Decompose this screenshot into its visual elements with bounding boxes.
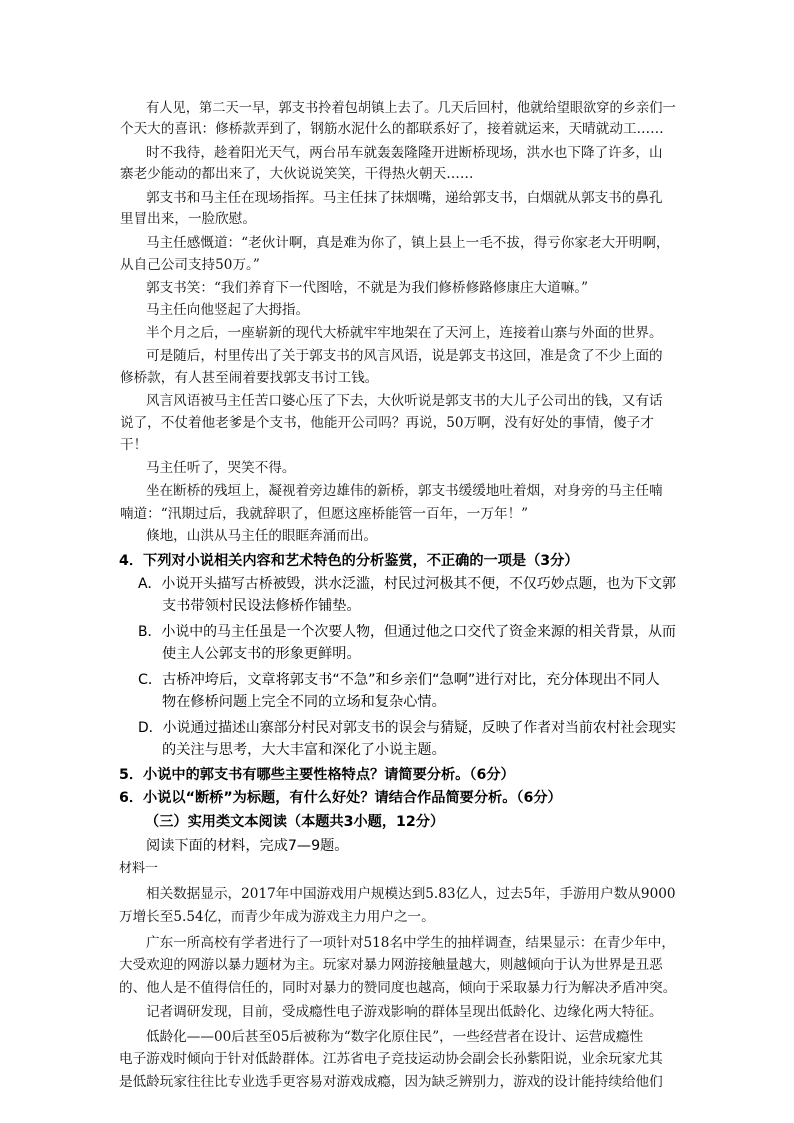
story-line: 有人见，第二天一早，郭支书拎着包胡镇上去了。几天后回村，他就给望眼欲穿的乡亲们一 [146,100,676,116]
option-d-line: D．小说通过描述山寨部分村民对郭支书的误会与猜疑，反映了作者对当前农村社会现实 [138,720,677,736]
option-b-line: 使主人公郭支书的形象更鲜明。 [162,646,361,662]
story-line: 倏地，山洪从马主任的眼眶奔涌而出。 [146,528,378,544]
option-a-line: A．小说开头描写古桥被毁，洪水泛滥，村民过河极其不便，不仅巧妙点题，也为下文郭 [138,576,676,592]
story-line: 马主任感慨道：“老伙计啊，真是难为你了，镇上县上一毛不拔，得亏你家老大开明啊， [146,235,670,251]
section-3-title: （三）实用类文本阅读（本题共3小题，12分） [145,814,445,830]
material-label: 材料一 [119,861,159,876]
option-c-line: 物在修桥问题上完全不同的立场和复杂心情。 [162,694,446,710]
section-3-instruction: 阅读下面的材料，完成7—9题。 [146,838,349,854]
option-a-line: 支书带领村民设法修桥作铺垫。 [162,598,361,614]
material-line: 是低龄玩家往往比专业选手更容易对游戏成瘾，因为缺乏辨别力，游戏的设计能持续给他们 [119,1074,663,1090]
story-line: 坐在断桥的残垣上，凝视着旁边雄伟的新桥，郭支书缓缓地吐着烟，对身旁的马主任喃 [146,483,663,499]
option-c-line: C．古桥冲垮后，文章将郭支书“不急”和乡亲们“急啊”进行对比，充分体现出不同人 [138,672,660,688]
question-6: 6．小说以“断桥”为标题，有什么好处？请结合作品简要分析。（6分） [119,790,562,806]
story-line: 马主任向他竖起了大拇指。 [146,302,310,318]
story-line: 里冒出来，一脸欣慰。 [120,211,256,227]
story-line: 喃道：“汛期过后，我就辞职了，但愿这座桥能管一百年，一万年！” [120,506,529,522]
material-line: 广东一所高校有学者进行了一项针对518名中学生的抽样调查，结果显示：在青少年中， [146,935,675,951]
story-line: 时不我待，趁着阳光天气，两台吊车就轰轰隆隆开进断桥现场，洪水也下降了许多，山 [146,145,663,161]
story-line: 个天大的喜讯：修桥款弄到了，钢筋水泥什么的都联系好了，接着就运来，天晴就动工…… [120,121,664,137]
material-line: 相关数据显示，2017年中国游戏用户规模达到5.83亿人，过去5年，手游用户数从9000 [146,886,676,902]
material-line: 大受欢迎的网游以暴力题材为主。玩家对暴力网游接触量越大，则越倾向于认为世界是丑恶 [119,957,663,973]
material-line: 记者调研发现，目前，受成瘾性电子游戏影响的群体呈现出低龄化、边缘化两大特征。 [146,1004,663,1020]
story-line: 寨老少能动的都出来了，大伙说说笑笑，干得热火朝天…… [120,166,474,182]
option-d-line: 的关注与思考，大大丰富和深化了小说主题。 [162,742,446,758]
story-line: 修桥款，有人甚至闹着要找郭支书讨工钱。 [120,370,379,386]
story-line: 郭支书和马主任在现场指挥。马主任抹了抹烟嘴，递给郭支书，白烟就从郭支书的鼻孔 [146,190,663,206]
material-line: 的、他人是不值得信任的，同时对暴力的赞同度也越高，倾向于采取暴力行为解决矛盾冲突。 [119,980,677,996]
story-line: 马主任听了，哭笑不得。 [146,460,296,476]
material-line: 万增长至5.54亿，而青少年成为游戏主力用户之一。 [119,909,435,925]
story-line: 风言风语被马主任苦口婆心压了下去，大伙听说是郭支书的大儿子公司出的钱，又有话 [146,393,663,409]
story-line: 干！ [120,437,148,453]
question-5: 5．小说中的郭支书有哪些主要性格特点？请简要分析。（6分） [119,767,515,783]
material-line: 电子游戏时倾向于针对低龄群体。江苏省电子竞技运动协会副会长孙紫阳说，业余玩家尤其 [119,1051,663,1067]
option-b-line: B．小说中的马主任虽是一个次要人物，但通过他之口交代了资金来源的相关背景，从而 [138,624,676,640]
material-line: 低龄化——00后甚至05后被称为“数字化原住民”，一些经营者在设计、运营成瘾性 [146,1029,644,1045]
story-line: 从自己公司支持50万。” [120,257,260,273]
story-line: 半个月之后，一座崭新的现代大桥就牢牢地架在了天河上，连接着山寨与外面的世界。 [146,325,663,341]
story-line: 说了，不仗着他老爹是个支书，他能开公司吗？再说，50万啊，没有好处的事情，傻子才 [120,415,654,431]
story-line: 郭支书笑：“我们养育下一代图啥，不就是为我们修桥修路修康庄大道嘛。” [146,280,589,296]
question-4-stem: 4．下列对小说相关内容和艺术特色的分析鉴赏，不正确的一项是（3分） [119,553,579,569]
story-line: 可是随后，村里传出了关于郭支书的风言风语，说是郭支书这回，准是贪了不少上面的 [146,348,663,364]
